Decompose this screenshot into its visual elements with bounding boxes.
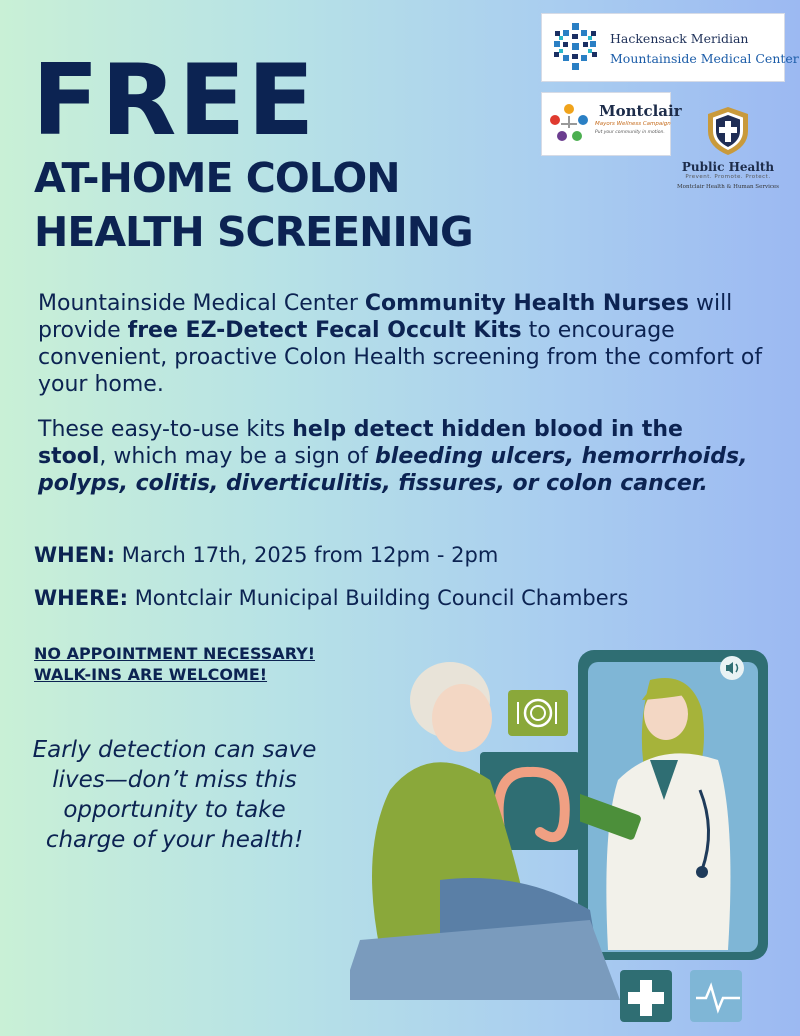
speaker-icon xyxy=(720,656,744,680)
medical-cross-icon xyxy=(620,970,672,1022)
heartbeat-icon xyxy=(690,970,742,1022)
intro-text-3: to encourage convenient, proactive Colon Health screening from the comfort of your home. xyxy=(38,318,763,397)
walk-in-notice xyxy=(34,643,315,685)
closing-quote: Early detection can save lives—don’t miss this opportunity to take charge of your health! xyxy=(32,737,317,853)
details-bold-1: help detect hidden blood in the stool xyxy=(38,417,683,469)
hmh-center-name: Mountainside Medical Center xyxy=(610,51,799,66)
doctor-patient-illustration xyxy=(350,640,790,1036)
public-health-logo xyxy=(672,105,784,200)
headline-line-2: HEALTH SCREENING xyxy=(34,208,473,256)
montclair-subtitle: Mayors Wellness Campaign xyxy=(595,121,671,127)
details-paragraph xyxy=(38,416,758,497)
headline-line-1: AT-HOME COLON xyxy=(34,154,400,202)
intro-bold-1: Community Health Nurses xyxy=(364,291,689,316)
public-health-title: Public Health xyxy=(681,160,775,174)
montclair-title: Montclair xyxy=(599,102,682,120)
intro-bold-2: free EZ-Detect Fecal Occult Kits xyxy=(127,318,522,343)
intro-text-2: will provide xyxy=(38,291,733,343)
event-when xyxy=(34,543,498,567)
when-value: March 17th, 2025 from 12pm - 2pm xyxy=(121,543,499,567)
hmh-mosaic-icon xyxy=(550,21,602,73)
montclair-figures-icon xyxy=(547,102,591,146)
details-text-2: , which may be a sign of xyxy=(99,444,376,469)
details-text-1: These easy-to-use kits xyxy=(38,417,293,442)
hackensack-meridian-logo xyxy=(541,13,799,82)
montclair-tagline: Put your community in motion. xyxy=(595,130,665,135)
headline-free: FREE xyxy=(32,44,317,158)
intro-text-1: Mountainside Medical Center xyxy=(38,291,365,316)
intro-paragraph xyxy=(38,290,778,398)
public-health-dept: Montclair Health & Human Services xyxy=(677,184,779,190)
notice-line-2: WALK-INS ARE WELCOME! xyxy=(34,665,268,684)
when-label: WHEN: xyxy=(34,543,116,567)
public-health-shield-icon xyxy=(704,105,752,157)
notice-line-1: NO APPOINTMENT NECESSARY! xyxy=(34,644,316,663)
where-label: WHERE: xyxy=(34,586,128,610)
where-value: Montclair Municipal Building Council Chambers xyxy=(134,586,629,610)
montclair-wellness-logo xyxy=(541,92,682,156)
public-health-tagline: Prevent. Promote. Protect. xyxy=(685,174,771,180)
event-where xyxy=(34,586,628,610)
details-conditions: bleeding ulcers, hemorrhoids, polyps, colitis, diverticulitis, fissures, or colon cancer. xyxy=(38,444,748,496)
plate-icon xyxy=(508,690,568,736)
hmh-name: Hackensack Meridian xyxy=(610,31,749,46)
